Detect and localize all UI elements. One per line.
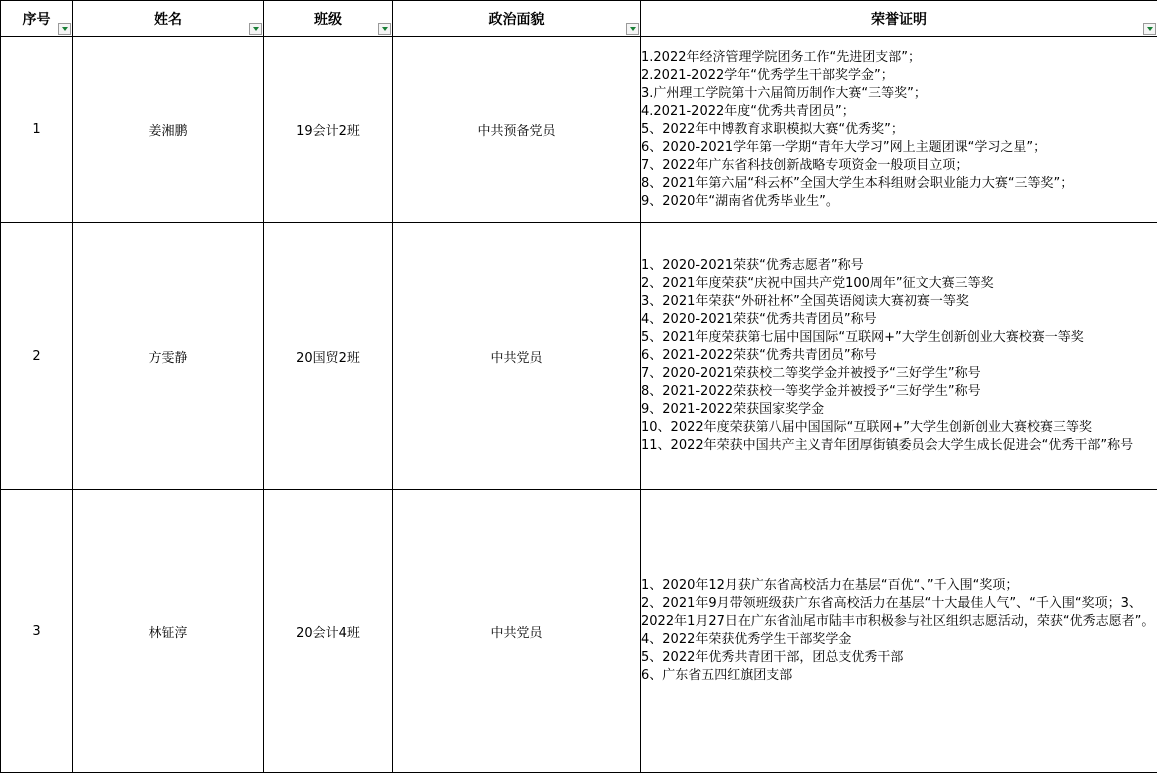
honor-line: 9、2020年“湖南省优秀毕业生”。: [641, 193, 839, 209]
honor-line: 7、2020-2021荣获校二等奖学金并被授予“三好学生”称号: [641, 366, 981, 381]
honor-line: 3.广州理工学院第十六届简历制作大赛“三等奖”；: [641, 85, 927, 101]
honor-line: 6、2021-2022荣获“优秀共青团员”称号: [641, 348, 877, 363]
cell-class[interactable]: 20国贸2班: [264, 223, 393, 490]
header-honors-label: 荣誉证明: [871, 11, 927, 28]
cell-political[interactable]: 中共党员: [393, 490, 641, 773]
honor-line: 8、2021-2022荣获校一等奖学金并被授予“三好学生”称号: [641, 384, 981, 399]
header-name-label: 姓名: [154, 11, 182, 28]
header-class[interactable]: [264, 1, 393, 37]
honor-line: 5、2021年度荣获第七届中国国际“互联网+”大学生创新创业大赛校赛一等奖: [641, 330, 1084, 345]
cell-class[interactable]: 19会计2班: [264, 37, 393, 223]
header-index-label: 序号: [22, 11, 51, 28]
header-index[interactable]: [1, 1, 73, 37]
honor-line: 6、广东省五四红旗团支部: [641, 668, 793, 683]
honor-line: 5、2022年优秀共青团干部，团总支优秀干部: [641, 650, 904, 665]
cell-name[interactable]: 林钲淳: [73, 490, 264, 773]
honor-line: 4、2022年荣获优秀学生干部奖学金: [641, 632, 852, 647]
table-row: [1, 223, 1157, 490]
header-political[interactable]: [393, 1, 641, 37]
cell-name[interactable]: 姜湘鹏: [73, 37, 264, 223]
cell-index[interactable]: 3: [1, 490, 73, 773]
honor-line: 7、2022年广东省科技创新战略专项资金一般项目立项；: [641, 157, 969, 173]
honor-line: 1.2022年经济管理学院团务工作“先进团支部”；: [641, 49, 921, 65]
cell-political[interactable]: 中共预备党员: [393, 37, 641, 223]
table-row: [1, 490, 1157, 773]
honor-line: 4、2020-2021荣获“优秀共青团员”称号: [641, 312, 877, 327]
cell-honors[interactable]: [641, 490, 1157, 773]
filter-dropdown-icon[interactable]: [1143, 23, 1156, 35]
table-row: [1, 37, 1157, 223]
header-class-label: 班级: [314, 11, 342, 28]
honor-line: 8、2021年第六届“科云杯”全国大学生本科组财会职业能力大赛“三等奖”；: [641, 175, 1074, 191]
honor-line: 11、2022年荣获中国共产主义青年团厚街镇委员会大学生成长促进会“优秀干部”称号: [641, 438, 1134, 453]
honor-line: 6、2020-2021学年第一学期“青年大学习”网上主题团课“学习之星”；: [641, 139, 1047, 155]
honor-line: 4.2021-2022年度“优秀共青团员”；: [641, 103, 855, 119]
header-name[interactable]: [73, 1, 264, 37]
honor-line: 1、2020年12月获广东省高校活力在基层“百优“、”千入围“奖项；: [641, 578, 1019, 593]
filter-dropdown-icon[interactable]: [378, 23, 391, 35]
honor-line: 9、2021-2022荣获国家奖学金: [641, 402, 825, 417]
honor-line: 5、2022年中博教育求职模拟大赛“优秀奖”；: [641, 121, 904, 137]
cell-index[interactable]: 1: [1, 37, 73, 223]
filter-dropdown-icon[interactable]: [249, 23, 262, 35]
honor-line: 2、2021年度荣获“庆祝中国共产党100周年”征文大赛三等奖: [641, 276, 994, 291]
filter-dropdown-icon[interactable]: [58, 23, 71, 35]
filter-dropdown-icon[interactable]: [626, 23, 639, 35]
cell-class[interactable]: 20会计4班: [264, 490, 393, 773]
honor-line: 10、2022年度荣获第八届中国国际“互联网+”大学生创新创业大赛校赛三等奖: [641, 420, 1092, 435]
cell-honors[interactable]: [641, 37, 1157, 223]
honor-line: 2.2021-2022学年“优秀学生干部奖学金”；: [641, 67, 894, 83]
cell-political[interactable]: 中共党员: [393, 223, 641, 490]
header-row: [1, 1, 1157, 37]
honor-line: 1、2020-2021荣获“优秀志愿者”称号: [641, 258, 864, 273]
cell-honors[interactable]: [641, 223, 1157, 490]
header-honors[interactable]: [641, 1, 1157, 37]
honor-line: 3、2021年荣获“外研社杯”全国英语阅读大赛初赛一等奖: [641, 294, 969, 309]
honor-line: 2、2021年9月带领班级获广东省高校活力在基层“十大最佳人气”、“千入围“奖项；3、2022年1月27日在广东省汕尾市陆丰市积极参与社区组织志愿活动，荣获“优秀志愿者”。: [641, 596, 1155, 629]
header-political-label: 政治面貌: [488, 11, 545, 28]
cell-index[interactable]: 2: [1, 223, 73, 490]
cell-name[interactable]: 方雯静: [73, 223, 264, 490]
